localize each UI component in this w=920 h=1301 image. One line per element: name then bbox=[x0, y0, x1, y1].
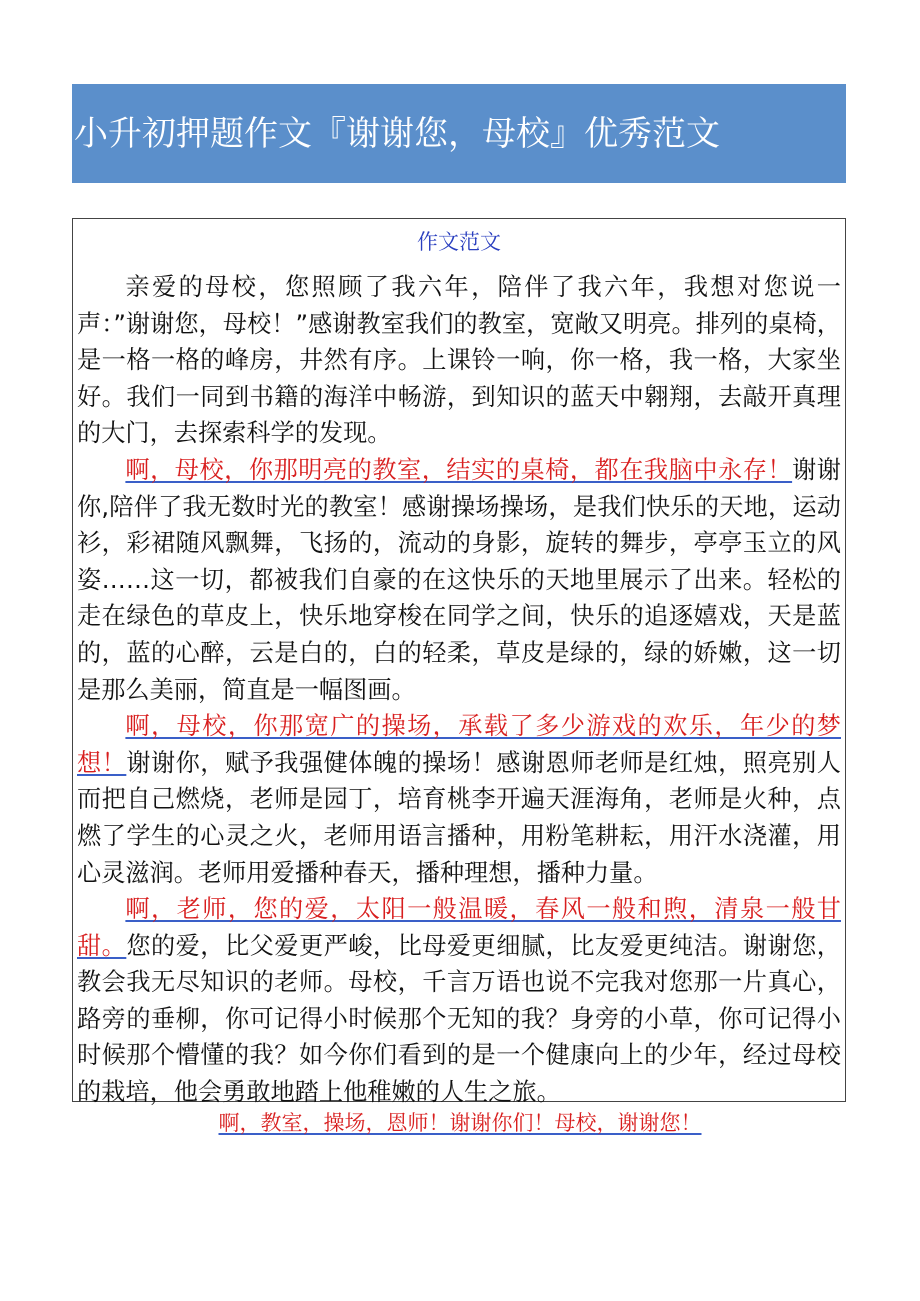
paragraph-1 bbox=[77, 269, 841, 452]
paragraph-3-text: 谢谢你，赋予我强健体魄的操场！感谢恩师老师是红烛，照亮别人而把自己燃烧，老师是园丁，培育桃李开遍天涯海角，老师是火种，点燃了学生的心灵之火，老师用语言播种，用粉笔耕耘，用汗水浇灌，用心灵滋润。老师用爱播种春天，播种理想，播种力量。 bbox=[77, 748, 841, 887]
paragraph-4-text: 您的爱，比父爱更严峻，比母爱更细腻，比友爱更纯洁。谢谢您，教会我无尽知识的老师。母校，千言万语也说不完我对您那一片真心，路旁的垂柳，你可记得小时候那个无知的我？身旁的小草，你可记得小时候那个懵懂的我？如今你们看到的是一个健康向上的少年，经过母校的栽培，他会勇敢地踏上他稚嫩的人生之旅。 bbox=[77, 931, 841, 1107]
paragraph-1-text: 亲爱的母校，您照顾了我六年，陪伴了我六年，我想对您说一声：”谢谢您，母校！”感谢教室我们的教室，宽敞又明亮。排列的桌椅，是一格一格的峰房，井然有序。上课铃一响，你一格，我一格，大家坐好。我们一同到书籍的海洋中畅游，到知识的蓝天中翱翔，去敲开真理的大门，去探索科学的发现。 bbox=[77, 273, 841, 448]
paragraph-3-highlight: 啊，母校，你那宽广的操场，承载了多少游戏的欢乐，年少的梦想！ bbox=[77, 712, 841, 777]
closing-text: 啊，教室，操场，恩师！谢谢你们！母校，谢谢您！ bbox=[218, 1111, 702, 1135]
document-title: 小升初押题作文『谢谢您，母校』优秀范文 bbox=[74, 114, 720, 154]
essay-box bbox=[72, 218, 846, 1107]
title-banner bbox=[72, 84, 846, 183]
closing-line bbox=[0, 1106, 920, 1140]
paragraph-4 bbox=[77, 891, 841, 1111]
paragraph-2 bbox=[77, 452, 841, 708]
paragraph-4-highlight: 啊，老师，您的爱，太阳一般温暖，春风一般和煦，清泉一般甘甜。 bbox=[77, 895, 841, 960]
essay-body bbox=[77, 269, 841, 1111]
section-heading: 作文范文 bbox=[417, 230, 501, 254]
paragraph-3 bbox=[77, 708, 841, 891]
paragraph-2-highlight: 啊，母校，你那明亮的教室，结实的桌椅，都在我脑中永存！ bbox=[125, 455, 793, 484]
paragraph-2-text: 谢谢你,陪伴了我无数时光的教室！感谢操场操场，是我们快乐的天地，运动衫，彩裙随风飘舞，飞扬的，流动的身影，旋转的舞步，亭亭玉立的风姿……这一切，都被我们自豪的在这快乐的天地里展示了出来。轻松的走在绿色的草皮上，快乐地穿梭在同学之间，快乐的追逐嬉戏，天是蓝的，蓝的心醉，云是白的，白的轻柔，草皮是绿的，绿的娇嫩，这一切是那么美丽，简直是一幅图画。 bbox=[77, 455, 841, 704]
